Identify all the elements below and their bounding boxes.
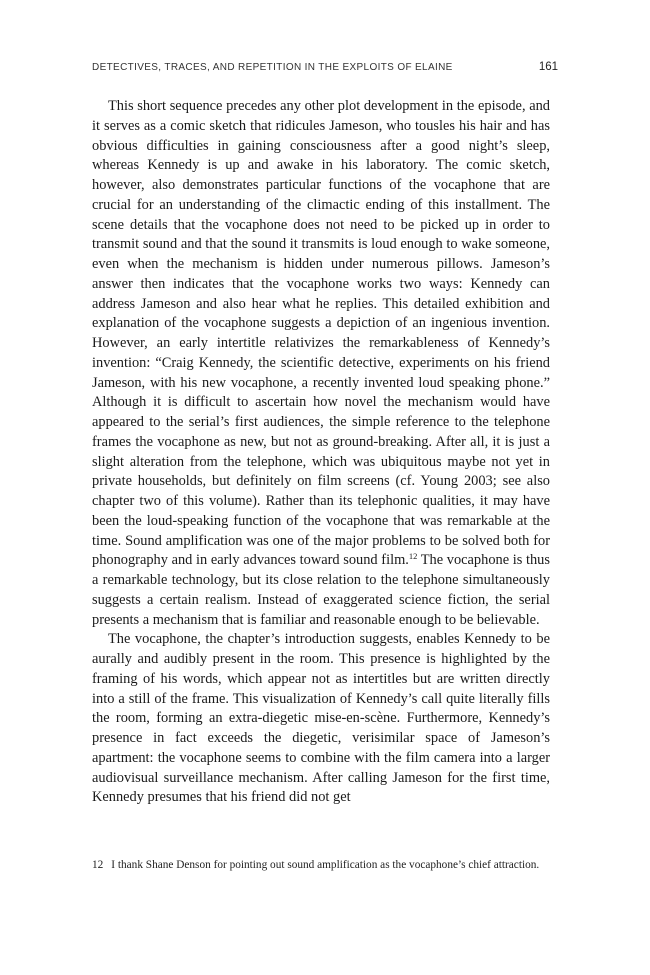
footnote-text: I thank Shane Denson for pointing out sound amplification as the vocaphone’s chief attraction.: [111, 859, 540, 871]
body-text: [92, 97, 550, 808]
paragraph-1: [92, 97, 550, 630]
paragraph-2: The vocaphone, the chapter’s introduction suggests, enables Kennedy to be aurally and audibly present in the room. This presence is highlighted by the framing of his words, which appear not as intertitles but are written directly into a still of the frame. This visualization of Kennedy’s call quite literally fills the room, forming an extra-diegetic mise-en-scène. Furthermore, Kennedy’s presence in fact exceeds the diegetic, verisimilar space of Jameson’s apartment: the vocaphone seems to combine with the film camera into a larger audiovisual surveillance mechanism. After calling Jameson for the first time, Kennedy presumes that his friend did not get: [92, 631, 550, 806]
footnote: [92, 857, 550, 875]
footnote-number: 12: [92, 859, 104, 871]
paragraph-1-continuation: The vocaphone is thus a remarkable technology, but its close relation to the telephone simultaneously suggests a certain realism. Instead of exaggerated science fiction, the serial presents a mechanism that is familiar and reasonable enough to be believable.: [92, 552, 550, 628]
page-number: 161: [538, 61, 558, 73]
footnote-reference[interactable]: 12: [408, 551, 418, 562]
running-title: DETECTIVES, TRACES, AND REPETITION IN THE EXPLOITS OF ELAINE: [92, 62, 453, 73]
running-head: [92, 62, 558, 76]
paragraph-1-text: This short sequence precedes any other plot development in the episode, and it serves as a comic sketch that ridicules Jameson, who tousles his hair and has obvious difficulties in gaining consciousness after a good night’s sleep, whereas Kennedy is up and awake in his laboratory. The comic sketch, however, also demonstrates particular functions of the vocaphone that are crucial for an understanding of the climactic ending of this installment. The scene details that the vocaphone does not need to be picked up in order to transmit sound and that the sound it transmits is loud enough to wake someone, even when the mechanism is hidden under numerous pillows. Jameson’s answer then indicates that the vocaphone works two ways: Kennedy can address Jameson and also hear what he replies. This detailed exhibition and explanation of the vocaphone suggests a depiction of an ingenious invention. However, an early intertitle relativizes the remarkableness of Kennedy’s invention: “Craig Kennedy, the scientific detective, experiments on his friend Jameson, with his new vocaphone, a recently invented loud speaking phone.” Although it is difficult to ascertain how novel the mechanism would have appeared to the serial’s first audiences, the simple reference to the telephone frames the vocaphone as new, but not as ground-breaking. After all, it is just a slight alteration from the telephone, which was ubiquitous maybe not yet in private households, but definitely on film screens (cf. Young 2003; see also chapter two of this volume). Rather than its telephonic qualities, it may have been the loud-speaking function of the vocaphone that was remarkable at the time. Sound amplification was one of the major problems to be solved both for phonography and in early advances toward sound film.: [92, 98, 550, 569]
